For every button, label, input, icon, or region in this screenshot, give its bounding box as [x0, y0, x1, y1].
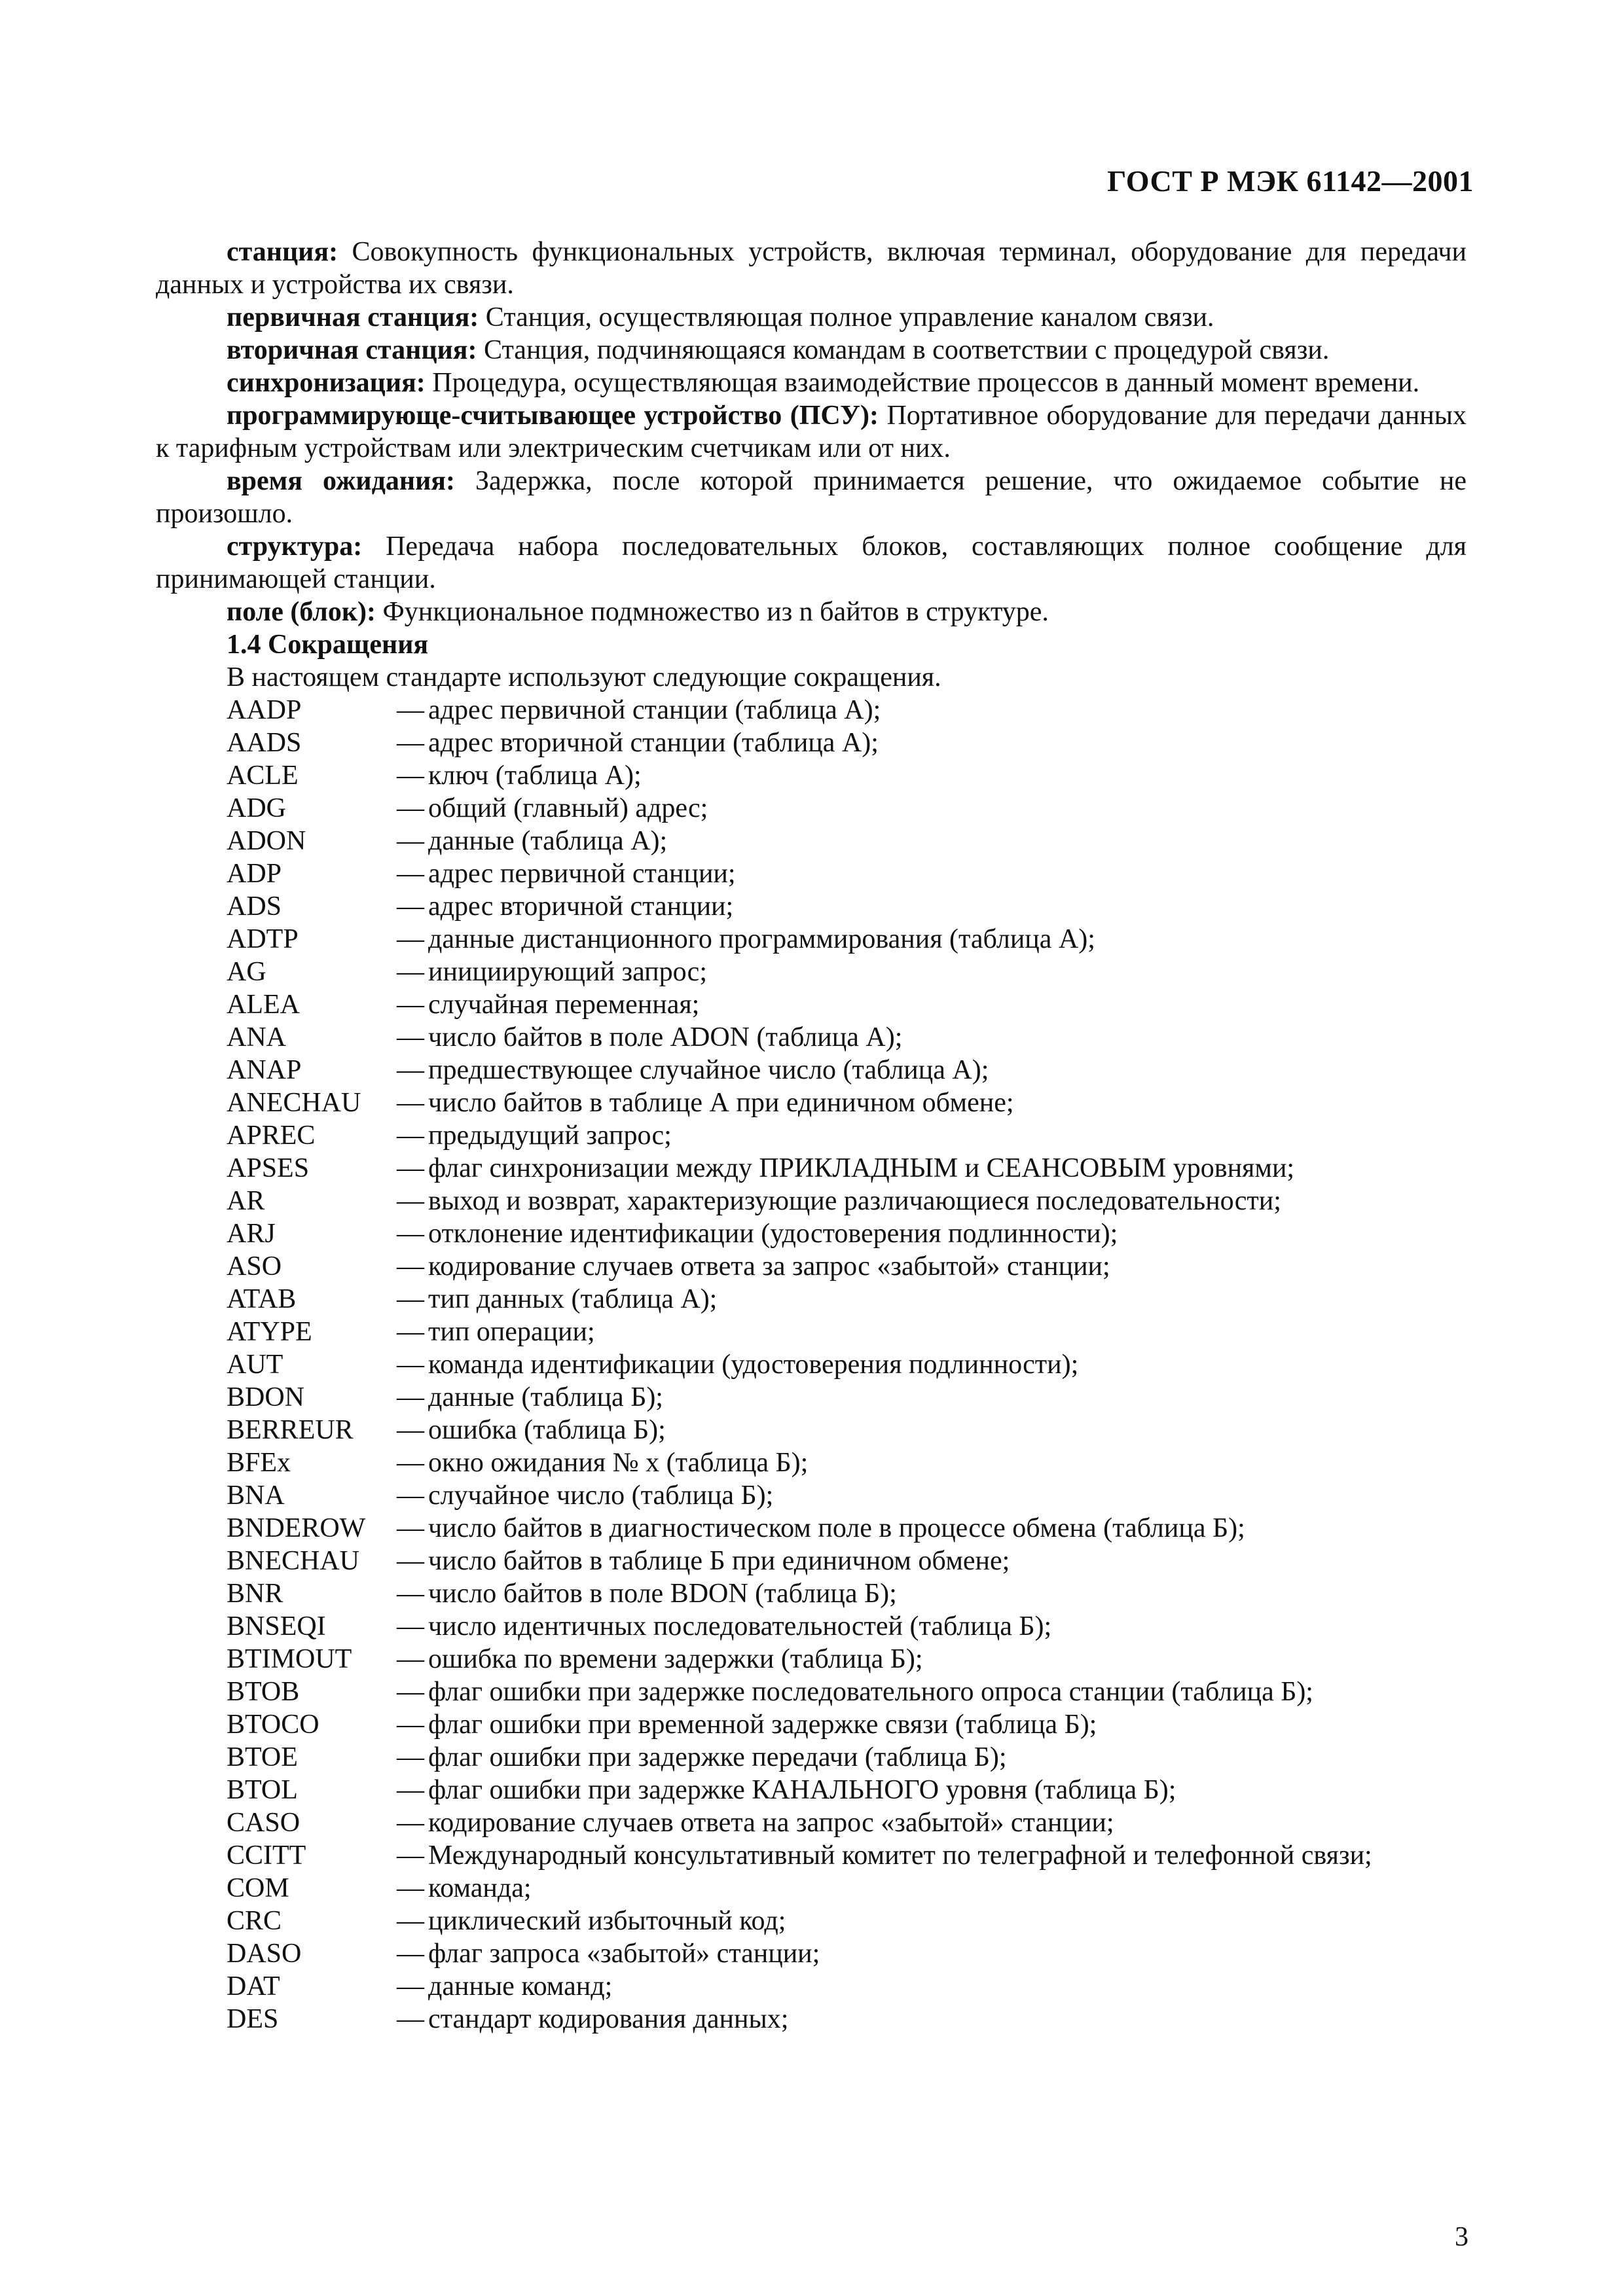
- abbreviation-code: ADG: [227, 793, 286, 823]
- abbreviation-code: BNSEQI: [227, 1611, 326, 1641]
- abbreviation-code: DAT: [227, 1971, 280, 2001]
- abbreviation-row: [227, 1414, 1467, 1446]
- abbreviation-description: флаг синхронизации между ПРИКЛАДНЫМ и СЕАНСОВЫМ уровнями;: [428, 1153, 1295, 1183]
- abbreviation-code: ANECHAU: [227, 1088, 361, 1118]
- abbreviation-row: [227, 726, 1467, 759]
- abbreviation-row: [227, 1610, 1467, 1643]
- abbreviation-row: [227, 792, 1467, 825]
- dash-separator: —: [397, 2004, 424, 2034]
- abbreviation-row: [227, 1446, 1467, 1479]
- abbreviation-code: BNDEROW: [227, 1513, 366, 1543]
- definition-paragraph: [156, 596, 1467, 628]
- abbreviation-code: ACLE: [227, 761, 299, 791]
- dash-separator: —: [397, 1350, 424, 1380]
- dash-separator: —: [397, 728, 424, 758]
- abbreviation-row: [227, 1086, 1467, 1119]
- abbreviation-code: DES: [227, 2004, 279, 2034]
- definition-term: структура:: [227, 531, 363, 562]
- abbreviation-row: [227, 1381, 1467, 1414]
- abbreviation-description: инициирующий запрос;: [428, 957, 707, 987]
- dash-separator: —: [397, 924, 424, 954]
- abbreviation-code: ADON: [227, 826, 306, 856]
- abbreviation-row: [227, 1806, 1467, 1839]
- abbreviation-description: флаг ошибки при задержке КАНАЛЬНОГО уровня (таблица Б);: [428, 1775, 1176, 1805]
- abbreviation-code: BERREUR: [227, 1415, 354, 1445]
- abbreviation-description: данные (таблица Б);: [428, 1382, 663, 1412]
- abbreviation-code: ALEA: [227, 990, 300, 1020]
- abbreviation-row: [227, 1250, 1467, 1283]
- abbreviation-description: кодирование случаев ответа за запрос «забытой» станции;: [428, 1251, 1110, 1282]
- abbreviation-description: ошибка (таблица Б);: [428, 1415, 666, 1445]
- abbreviation-description: команда идентификации (удостоверения подлинности);: [428, 1350, 1079, 1380]
- dash-separator: —: [397, 1448, 424, 1478]
- abbreviation-description: кодирование случаев ответа на запрос «забытой» станции;: [428, 1808, 1114, 1838]
- abbreviation-code: AR: [227, 1186, 265, 1216]
- abbreviation-row: [227, 1316, 1467, 1348]
- abbreviation-row: [227, 1708, 1467, 1741]
- dash-separator: —: [397, 1546, 424, 1576]
- abbreviation-code: CCITT: [227, 1840, 306, 1871]
- document-body: [156, 236, 1467, 2036]
- abbreviation-row: [227, 988, 1467, 1021]
- dash-separator: —: [397, 957, 424, 987]
- abbreviations-list: [156, 694, 1467, 2036]
- abbreviation-code: ANA: [227, 1022, 286, 1052]
- abbreviation-row: [227, 1348, 1467, 1381]
- abbreviation-description: число байтов в поле BDON (таблица Б);: [428, 1579, 897, 1609]
- dash-separator: —: [397, 1055, 424, 1085]
- abbreviation-description: данные команд;: [428, 1971, 613, 2001]
- abbreviation-description: тип данных (таблица А);: [428, 1284, 718, 1314]
- definition-text: Функциональное подмножество из n байтов в структуре.: [376, 597, 1049, 627]
- definition-paragraph: [156, 334, 1467, 367]
- abbreviation-row: [227, 1741, 1467, 1774]
- dash-separator: —: [397, 1873, 424, 1903]
- abbreviation-row: [227, 1545, 1467, 1577]
- abbreviation-row: [227, 1217, 1467, 1250]
- dash-separator: —: [397, 1840, 424, 1871]
- definition-paragraph: [156, 399, 1467, 465]
- abbreviation-row: [227, 1970, 1467, 2003]
- abbreviation-description: число идентичных последовательностей (таблица Б);: [428, 1611, 1052, 1641]
- abbreviation-row: [227, 1643, 1467, 1676]
- abbreviation-row: [227, 1021, 1467, 1054]
- definition-term: синхронизация:: [227, 368, 426, 398]
- abbreviation-code: ADP: [227, 859, 282, 889]
- abbreviation-description: случайное число (таблица Б);: [428, 1480, 774, 1511]
- abbreviation-description: число байтов в таблице А при единичном обмене;: [428, 1088, 1014, 1118]
- abbreviation-row: [227, 1937, 1467, 1970]
- definition-term: вторичная станция:: [227, 335, 477, 365]
- dash-separator: —: [397, 1382, 424, 1412]
- abbreviation-code: AADP: [227, 695, 302, 725]
- dash-separator: —: [397, 1644, 424, 1674]
- dash-separator: —: [397, 1088, 424, 1118]
- abbreviation-code: ADS: [227, 891, 282, 922]
- dash-separator: —: [397, 1971, 424, 2001]
- definition-term: программирующе-считывающее устройство (ПСУ):: [227, 401, 879, 431]
- abbreviation-description: адрес вторичной станции;: [428, 891, 734, 922]
- definition-term: первичная станция:: [227, 302, 479, 332]
- abbreviation-code: BNR: [227, 1579, 283, 1609]
- definition-paragraph: [156, 465, 1467, 530]
- abbreviation-row: [227, 2003, 1467, 2036]
- abbreviation-description: тип операции;: [428, 1317, 595, 1347]
- abbreviation-description: флаг ошибки при задержке передачи (таблица Б);: [428, 1742, 1007, 1772]
- abbreviation-description: Международный консультативный комитет по телеграфной и телефонной связи;: [428, 1840, 1372, 1871]
- abbreviation-row: [227, 759, 1467, 792]
- definition-paragraph: [156, 301, 1467, 334]
- dash-separator: —: [397, 1121, 424, 1151]
- definition-text: Портативное оборудование для передачи данных к тарифным устройствам или электрическим счетчикам или от них.: [156, 401, 1467, 463]
- definition-text: Станция, подчиняющаяся командам в соответствии с процедурой связи.: [477, 335, 1330, 365]
- abbreviation-description: окно ожидания № x (таблица Б);: [428, 1448, 809, 1478]
- dash-separator: —: [397, 1775, 424, 1805]
- abbreviation-description: данные дистанционного программирования (таблица А);: [428, 924, 1095, 954]
- abbreviation-code: APREC: [227, 1121, 316, 1151]
- abbreviation-row: [227, 956, 1467, 988]
- definition-text: Передача набора последовательных блоков, составляющих полное сообщение для принимающей станции.: [156, 531, 1467, 594]
- abbreviation-code: BTOE: [227, 1742, 298, 1772]
- definition-term: станция:: [227, 237, 338, 267]
- abbreviation-code: BTOB: [227, 1677, 300, 1707]
- dash-separator: —: [397, 826, 424, 856]
- dash-separator: —: [397, 891, 424, 922]
- abbreviation-description: предшествующее случайное число (таблица А);: [428, 1055, 989, 1085]
- definition-term: поле (блок):: [227, 597, 376, 627]
- dash-separator: —: [397, 1186, 424, 1216]
- abbreviation-row: [227, 825, 1467, 857]
- dash-separator: —: [397, 1022, 424, 1052]
- definition-term: время ожидания:: [227, 466, 455, 496]
- definition-text: Станция, осуществляющая полное управление каналом связи.: [479, 302, 1214, 332]
- dash-separator: —: [397, 1480, 424, 1511]
- definition-text: Процедура, осуществляющая взаимодействие процессов в данный момент времени.: [425, 368, 1420, 398]
- abbreviation-code: CASO: [227, 1808, 301, 1838]
- dash-separator: —: [397, 1251, 424, 1282]
- abbreviation-description: флаг запроса «забытой» станции;: [428, 1939, 820, 1969]
- abbreviation-code: AUT: [227, 1350, 283, 1380]
- abbreviation-row: [227, 890, 1467, 923]
- abbreviation-row: [227, 1905, 1467, 1937]
- section-intro: В настоящем стандарте используют следующие сокращения.: [227, 662, 941, 692]
- dash-separator: —: [397, 1317, 424, 1347]
- dash-separator: —: [397, 1153, 424, 1183]
- abbreviation-row: [227, 1774, 1467, 1806]
- definition-paragraph: [156, 236, 1467, 301]
- abbreviation-row: [227, 1839, 1467, 1872]
- page-number: 3: [1455, 2222, 1468, 2252]
- dash-separator: —: [397, 1939, 424, 1969]
- abbreviation-code: BTOL: [227, 1775, 298, 1805]
- abbreviation-description: число байтов в поле ADON (таблица А);: [428, 1022, 903, 1052]
- abbreviation-description: адрес первичной станции (таблица А);: [428, 695, 881, 725]
- abbreviation-description: предыдущий запрос;: [428, 1121, 672, 1151]
- abbreviation-description: адрес вторичной станции (таблица А);: [428, 728, 879, 758]
- abbreviation-code: ARJ: [227, 1219, 276, 1249]
- dash-separator: —: [397, 695, 424, 725]
- document-header: ГОСТ Р МЭК 61142—2001: [1107, 164, 1474, 198]
- definitions-list: [156, 236, 1467, 628]
- abbreviation-row: [227, 1872, 1467, 1905]
- dash-separator: —: [397, 793, 424, 823]
- abbreviation-code: ATAB: [227, 1284, 297, 1314]
- abbreviation-row: [227, 1185, 1467, 1217]
- abbreviation-code: BTIMOUT: [227, 1644, 352, 1674]
- dash-separator: —: [397, 859, 424, 889]
- abbreviation-code: CRC: [227, 1906, 282, 1936]
- abbreviation-code: AG: [227, 957, 266, 987]
- dash-separator: —: [397, 1219, 424, 1249]
- abbreviation-row: [227, 1676, 1467, 1708]
- abbreviation-description: данные (таблица А);: [428, 826, 668, 856]
- dash-separator: —: [397, 1611, 424, 1641]
- definition-paragraph: [156, 530, 1467, 596]
- abbreviation-row: [227, 1512, 1467, 1545]
- abbreviation-row: [227, 1283, 1467, 1316]
- abbreviation-code: ANAP: [227, 1055, 302, 1085]
- abbreviation-description: циклический избыточный код;: [428, 1906, 786, 1936]
- abbreviation-description: адрес первичной станции;: [428, 859, 736, 889]
- dash-separator: —: [397, 1677, 424, 1707]
- abbreviation-description: число байтов в диагностическом поле в процессе обмена (таблица Б);: [428, 1513, 1245, 1543]
- abbreviation-description: ошибка по времени задержки (таблица Б);: [428, 1644, 923, 1674]
- abbreviation-code: BNECHAU: [227, 1546, 360, 1576]
- abbreviation-row: [227, 1577, 1467, 1610]
- abbreviation-description: общий (главный) адрес;: [428, 793, 708, 823]
- abbreviation-description: выход и возврат, характеризующие различающиеся последовательности;: [428, 1186, 1281, 1216]
- abbreviation-row: [227, 1479, 1467, 1512]
- abbreviation-description: число байтов в таблице Б при единичном обмене;: [428, 1546, 1010, 1576]
- dash-separator: —: [397, 1710, 424, 1740]
- abbreviation-description: ключ (таблица А);: [428, 761, 642, 791]
- dash-separator: —: [397, 1808, 424, 1838]
- dash-separator: —: [397, 1579, 424, 1609]
- abbreviation-description: случайная переменная;: [428, 990, 700, 1020]
- abbreviation-row: [227, 923, 1467, 956]
- definition-text: Совокупность функциональных устройств, включая терминал, оборудование для передачи данных и устройства их связи.: [156, 237, 1467, 300]
- abbreviation-row: [227, 694, 1467, 726]
- abbreviation-description: флаг ошибки при временной задержке связи (таблица Б);: [428, 1710, 1097, 1740]
- abbreviation-code: BTOCO: [227, 1710, 319, 1740]
- abbreviation-row: [227, 1119, 1467, 1152]
- dash-separator: —: [397, 1284, 424, 1314]
- dash-separator: —: [397, 1742, 424, 1772]
- abbreviation-code: APSES: [227, 1153, 310, 1183]
- abbreviation-code: BFEx: [227, 1448, 291, 1478]
- abbreviation-code: DASO: [227, 1939, 302, 1969]
- abbreviation-code: AADS: [227, 728, 302, 758]
- dash-separator: —: [397, 1513, 424, 1543]
- abbreviation-row: [227, 1152, 1467, 1185]
- abbreviation-code: ATYPE: [227, 1317, 312, 1347]
- definition-text: Задержка, после которой принимается решение, что ожидаемое событие не произошло.: [156, 466, 1467, 529]
- abbreviation-description: команда;: [428, 1873, 532, 1903]
- abbreviation-description: флаг ошибки при задержке последовательного опроса станции (таблица Б);: [428, 1677, 1313, 1707]
- abbreviation-code: BNA: [227, 1480, 285, 1511]
- abbreviation-code: ADTP: [227, 924, 299, 954]
- definition-paragraph: [156, 367, 1467, 399]
- dash-separator: —: [397, 761, 424, 791]
- dash-separator: —: [397, 990, 424, 1020]
- section-heading: 1.4 Сокращения: [227, 630, 429, 660]
- abbreviation-description: стандарт кодирования данных;: [428, 2004, 789, 2034]
- dash-separator: —: [397, 1415, 424, 1445]
- abbreviation-code: ASO: [227, 1251, 282, 1282]
- abbreviation-row: [227, 857, 1467, 890]
- abbreviation-description: отклонение идентификации (удостоверения подлинности);: [428, 1219, 1118, 1249]
- abbreviation-code: COM: [227, 1873, 289, 1903]
- dash-separator: —: [397, 1906, 424, 1936]
- abbreviation-code: BDON: [227, 1382, 305, 1412]
- abbreviation-row: [227, 1054, 1467, 1086]
